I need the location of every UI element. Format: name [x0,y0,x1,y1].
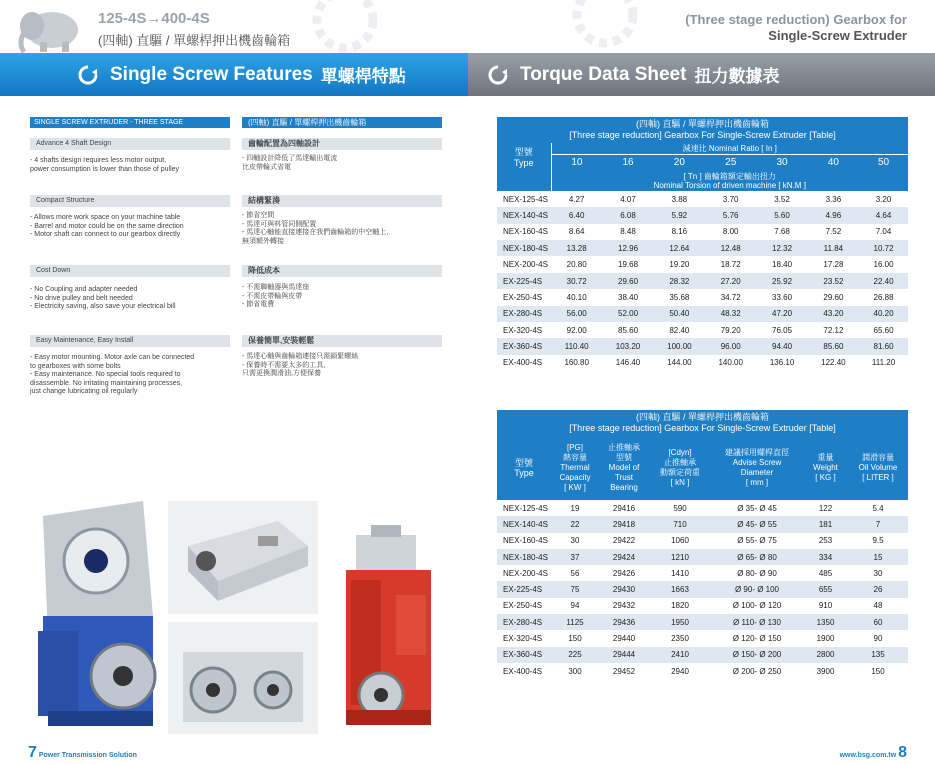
section-title-zh: 結構緊湊 [242,195,442,207]
torque-cell: 8.00 [722,227,739,237]
table-row [497,516,908,532]
torque-cell: 4.07 [620,194,636,204]
table-row [497,614,908,630]
bearing-cell: 29422 [612,536,636,546]
torque-cell: 17.28 [823,260,844,270]
table-row [497,500,908,516]
table-row [497,598,908,614]
torque-cell: 7.52 [825,227,842,237]
table-row [497,191,908,207]
torque-banner [468,53,935,96]
model-cell: EX-320-4S [503,325,543,335]
torque-cell: 122.40 [821,358,846,368]
table-row [497,581,908,597]
oil-cell: 135 [848,647,908,663]
torque-cell: 72.12 [823,325,844,335]
torque-cell: 18.40 [772,260,793,270]
bearing-cell: 29418 [599,516,649,532]
torque-cell: 8.64 [568,227,585,237]
torque-cell: 34.72 [720,292,741,302]
elephant-logo-icon [10,4,90,54]
torque-cell: 5.92 [654,207,705,223]
model-cell: EX-280-4S [497,306,551,322]
torque-cell: 4.64 [859,207,908,223]
torque-cell: 146.40 [615,358,641,368]
torque-cell: 8.48 [620,227,636,237]
bearing-cell: 29426 [612,568,636,578]
section-text-zh: - 馬達心軸與齒輪箱連接只需鎖緊螺絲 - 保養時不需要太多的工具, 只需更換潤滑油,方便保養 [242,353,359,378]
footer-left [28,744,137,762]
cdyn-cell: 1210 [649,549,711,565]
torque-cell: 110.40 [551,338,602,354]
torque-cell: 29.60 [602,273,653,289]
model-cell: EX-250-4S [503,601,543,611]
torque-cell: 144.00 [667,358,692,368]
torque-cell: 136.10 [769,358,795,368]
screw-cell: Ø 90- Ø 100 [711,581,803,597]
torque-cell: 16.00 [873,260,894,270]
torque-table-container [497,117,908,371]
bearing-cell: 29416 [612,503,636,513]
torque-cell: 12.96 [602,240,653,256]
table-row [497,647,908,663]
ratio-cell: 50 [877,157,890,169]
torque-cell: 23.52 [808,273,859,289]
torque-cell: 7.68 [774,227,790,237]
torque-cell: 20.80 [566,260,587,270]
spec-table-body [497,500,908,679]
spec-table-title-en: [Three stage reduction] Gearbox For Single-Screw Extruder [Table] [497,423,908,436]
model-cell: NEX-180-4S [497,240,551,256]
page-header-right [685,12,907,44]
model-cell: NEX-140-4S [497,516,551,532]
screw-cell: Ø 200- Ø 250 [732,666,782,676]
thermal-header: [PG] 熱容量 Thermal Capacity [ KW ] [559,443,591,492]
cdyn-cell: 2940 [671,666,689,676]
cdyn-cell: 1663 [649,581,711,597]
header-title-line2: Single-Screw Extruder [768,28,907,43]
screw-cell: Ø 150- Ø 200 [711,647,803,663]
torque-cell: 11.84 [808,240,859,256]
screw-cell: Ø 45- Ø 55 [711,516,803,532]
torque-cell: 12.64 [654,240,705,256]
section-text-zh: - 四軸設計降低了馬達輸出電流 比皮帶輪式省電 [242,155,338,171]
ratio-cell: 30 [776,157,788,169]
torque-cell: 26.88 [873,292,894,302]
torque-cell: 52.00 [602,306,653,322]
bearing-cell: 29424 [599,549,649,565]
torque-cell: 4.27 [568,194,585,204]
torque-table-title-en: [Three stage reduction] Gearbox For Single-Screw Extruder [Table] [497,130,908,143]
table-row [497,273,908,289]
torque-cell: 81.60 [859,338,908,354]
cdyn-cell: 1950 [649,614,711,630]
oil-cell: 9.5 [872,536,884,546]
pg-cell: 300 [568,666,582,676]
section-text-zh: - 不需聯軸器與馬達座 - 不需皮帶輪與皮帶 - 節省電費 [242,284,310,309]
table-row [497,338,908,354]
torque-cell: 19.20 [669,260,690,270]
model-cell: EX-225-4S [497,273,551,289]
model-cell: EX-360-4S [497,647,551,663]
ratio-cell: 10 [571,157,583,169]
torque-cell: 3.88 [671,194,688,204]
cdyn-cell: 1820 [671,601,689,611]
pg-cell: 75 [551,581,599,597]
features-banner-title: Single Screw Features [110,63,313,85]
cdyn-cell: 1060 [671,536,689,546]
bearing-cell: 29432 [612,601,636,611]
section-title-en: Advance 4 Shaft Design [30,138,230,150]
cdyn-cell: 710 [649,516,711,532]
table-row [497,533,908,549]
torque-cell: 92.00 [566,325,587,335]
section-title-en: Easy Maintenance, Easy Install [30,335,230,347]
weight-cell: 485 [818,568,833,578]
model-cell: EX-320-4S [503,634,543,644]
torque-cell: 82.40 [669,325,690,335]
torque-cell: 5.60 [756,207,807,223]
model-range: 125-4S→400-4S [98,10,210,27]
pg-cell: 19 [570,503,580,513]
torque-cell: 94.40 [756,338,807,354]
features-header-zh: (四軸) 直驅 / 單螺桿押出機齒輪箱 [242,117,442,128]
cdyn-cell: 2410 [649,647,711,663]
weight-cell: 334 [803,549,848,565]
table-row [497,289,908,305]
weight-cell: 122 [818,503,833,513]
torque-cell: 76.05 [772,325,793,335]
model-subtitle: (四軸) 直驅 / 單螺桿押出機齒輪箱 [98,33,291,48]
oil-cell: 90 [873,634,883,644]
screw-cell: Ø 120- Ø 150 [732,634,782,644]
model-cell: NEX-140-4S [497,207,551,223]
type-header: 型號 Type [497,143,551,171]
torque-cell: 4.96 [808,207,859,223]
section-text-zh: - 節省空間 - 馬達可與料管同側配置 - 馬達心軸能直接連接在我們齒輪箱的中空軸上, 無須額外轉接 [242,212,389,245]
weight-cell: 253 [818,536,833,546]
model-cell: EX-400-4S [503,358,543,368]
oil-cell: 15 [848,549,908,565]
model-cell: EX-250-4S [503,292,543,302]
spec-table-container [497,410,908,679]
features-banner [0,53,468,96]
bearing-cell: 29444 [599,647,649,663]
torque-cell: 6.08 [602,207,653,223]
torque-cell: 38.40 [618,292,639,302]
torque-cell: 22.40 [859,273,908,289]
bearing-cell: 29440 [612,634,636,644]
pg-cell: 56 [570,568,580,578]
page-number-left: 7 [28,744,37,761]
section-title-en: Cost Down [30,265,230,277]
torque-cell: 12.32 [756,240,807,256]
screw-cell: Ø 100- Ø 120 [732,601,782,611]
torque-cell: 50.40 [654,306,705,322]
torque-cell: 79.20 [720,325,741,335]
gearbox-photo-silver-bottom [168,622,318,734]
pg-cell: 1125 [551,614,599,630]
oil-cell: 5.4 [872,503,884,513]
gear-decoration-icon [560,0,650,60]
gearbox-photo-silver-top [168,501,318,614]
weight-cell: 3900 [816,666,835,676]
weight-header: 重量 Weight [ KG ] [813,453,838,482]
torque-cell: 3.20 [875,194,892,204]
torque-cell: 96.00 [705,338,756,354]
torque-cell: 10.72 [859,240,908,256]
table-row [497,663,908,679]
torque-cell: 48.32 [705,306,756,322]
ratio-cell: 16 [622,157,634,169]
torque-cell: 29.60 [823,292,844,302]
torsion-header: [ Tn ] 齒輪箱額定輸出扭力 Nominal Torsion of driven machine [ kN.M ] [653,171,806,190]
screw-cell: Ø 65- Ø 80 [711,549,803,565]
features-banner-title-zh: 單螺桿特點 [320,67,406,86]
ratio-cell: 25 [725,157,737,169]
oil-header: 潤滑容量 Oil Volume [ LITER ] [858,453,898,482]
model-cell: EX-400-4S [503,666,543,676]
torque-cell: 7.04 [875,227,892,237]
oil-cell: 30 [873,568,883,578]
model-cell: EX-360-4S [497,338,551,354]
torque-cell: 5.76 [705,207,756,223]
pg-cell: 37 [551,549,599,565]
section-title-zh: 保養簡單,安裝輕鬆 [242,335,442,347]
torque-table-title-zh: (四軸) 直驅 / 單螺桿押出機齒輪箱 [497,117,908,130]
torque-cell: 140.00 [718,358,743,368]
pg-cell: 225 [551,647,599,663]
circular-arrow-icon [488,65,508,85]
screw-cell: Ø 80- Ø 90 [737,568,777,578]
table-row [497,224,908,240]
model-cell: NEX-200-4S [503,568,548,578]
bearing-cell: 29452 [612,666,636,676]
gearbox-photo-blue [18,496,158,736]
torque-cell: 3.36 [825,194,842,204]
torque-cell: 85.60 [618,325,639,335]
section-text-en: - Easy motor mounting. Motor axle can be connected to gearboxes with some bolts - Easy maintenance. No special tools required to disassemble. No irritating maintaining processes, just change lubricating oil regularly [30,354,195,396]
torque-cell: 28.32 [654,273,705,289]
model-cell: EX-225-4S [497,581,551,597]
cdyn-cell: 1410 [671,568,689,578]
torque-banner-title-zh: 扭力數據表 [694,67,780,86]
section-text-en: - 4 shafts design requires less motor output, power consumption is lower than those of pulley [30,157,180,173]
torque-cell: 65.60 [873,325,894,335]
ratio-values-row [497,155,908,171]
cdyn-header: [Cdyn] 止推軸承 動額定荷重 [ kN ] [660,448,700,487]
table-row [497,240,908,256]
torque-cell: 30.72 [551,273,602,289]
table-row [497,630,908,646]
type-header: 型號 Type [514,458,534,478]
table-row [497,256,908,272]
torque-cell: 100.00 [654,338,705,354]
torque-cell: 12.48 [705,240,756,256]
pg-cell: 94 [570,601,580,611]
table-row [497,322,908,338]
header-title-line1: (Three stage reduction) Gearbox for [685,12,907,27]
torque-cell: 40.20 [859,306,908,322]
section-title-en: Compact Structure [30,195,230,207]
torque-cell: 3.70 [722,194,739,204]
torque-cell: 25.92 [756,273,807,289]
footer-right [840,744,907,762]
model-cell: NEX-125-4S [503,503,548,513]
torque-cell: 47.20 [756,306,807,322]
oil-cell: 150 [871,666,885,676]
torque-cell: 103.20 [602,338,653,354]
model-cell: NEX-160-4S [503,227,548,237]
ratio-cell: 20 [673,157,685,169]
torque-cell: 27.20 [705,273,756,289]
torque-cell: 43.20 [808,306,859,322]
torque-cell: 56.00 [551,306,602,322]
weight-cell: 655 [803,581,848,597]
torque-cell: 35.68 [669,292,690,302]
screw-cell: Ø 55- Ø 75 [737,536,777,546]
screw-header: 建議採用螺桿直徑 Advise Screw Diameter [ mm ] [725,448,789,487]
gearbox-photo-red [326,500,446,735]
footer-url: www.bsg.com.tw [839,752,897,759]
ratio-header: 減速比 Nominal Ratio [ In ] [551,143,908,155]
table-row [497,565,908,581]
weight-cell: 1900 [816,634,835,644]
torque-cell: 85.60 [808,338,859,354]
model-cell: NEX-160-4S [503,536,548,546]
cdyn-cell: 590 [673,503,687,513]
page-number-right: 8 [898,744,907,761]
model-cell: EX-280-4S [497,614,551,630]
pg-cell: 150 [568,634,582,644]
bearing-header: 止推軸承 型號 Model of Trust Bearing [608,443,640,492]
weight-cell: 1350 [803,614,848,630]
torque-cell: 18.72 [720,260,741,270]
gear-decoration-icon [300,0,390,60]
section-title-zh: 齒輪配置為四軸設計 [242,138,442,150]
torque-table [497,143,908,371]
torque-cell: 33.60 [772,292,793,302]
table-row [497,549,908,565]
table-row [497,355,908,371]
section-title-zh: 降低成本 [242,265,442,277]
oil-cell: 7 [848,516,908,532]
torque-cell: 19.68 [618,260,639,270]
oil-cell: 48 [873,601,883,611]
model-cell: NEX-180-4S [497,549,551,565]
footer-left-text: Power Transmission Solution [38,752,137,759]
torque-cell: 3.52 [774,194,790,204]
torque-cell: 111.20 [871,358,896,368]
spec-table-title-zh: (四軸) 直驅 / 單螺桿押出機齒輪箱 [497,410,908,423]
torque-banner-title: Torque Data Sheet [520,63,687,85]
torque-cell: 40.10 [566,292,587,302]
torque-table-body [497,191,908,371]
model-cell: NEX-125-4S [503,194,548,204]
torque-cell: 13.28 [551,240,602,256]
screw-cell: Ø 110- Ø 130 [711,614,803,630]
model-cell: NEX-200-4S [503,260,548,270]
section-text-en: - No Coupling and adapter needed - No drive pulley and belt needed - Electricity saving, also save your electrical bill [30,286,176,311]
table-row [497,306,908,322]
bearing-cell: 29436 [599,614,649,630]
pg-cell: 30 [570,536,580,546]
screw-cell: Ø 35- Ø 45 [737,503,777,513]
section-text-en: - Allows more work space on your machine table - Barrel and motor could be on the same direction - Motor shaft can connect to our gearbox directly [30,214,184,239]
oil-cell: 60 [848,614,908,630]
weight-cell: 910 [818,601,833,611]
weight-cell: 2800 [803,647,848,663]
features-header-en: SINGLE SCREW EXTRUDER - THREE STAGE [30,117,230,128]
torque-cell: 160.80 [564,358,589,368]
circular-arrow-icon [78,65,98,85]
torque-cell: 8.16 [671,227,688,237]
weight-cell: 181 [803,516,848,532]
cdyn-cell: 2350 [671,634,689,644]
bearing-cell: 29430 [599,581,649,597]
ratio-cell: 40 [827,157,839,169]
torque-cell: 6.40 [551,207,602,223]
table-row [497,207,908,223]
spec-table [497,436,908,679]
oil-cell: 26 [848,581,908,597]
pg-cell: 22 [551,516,599,532]
